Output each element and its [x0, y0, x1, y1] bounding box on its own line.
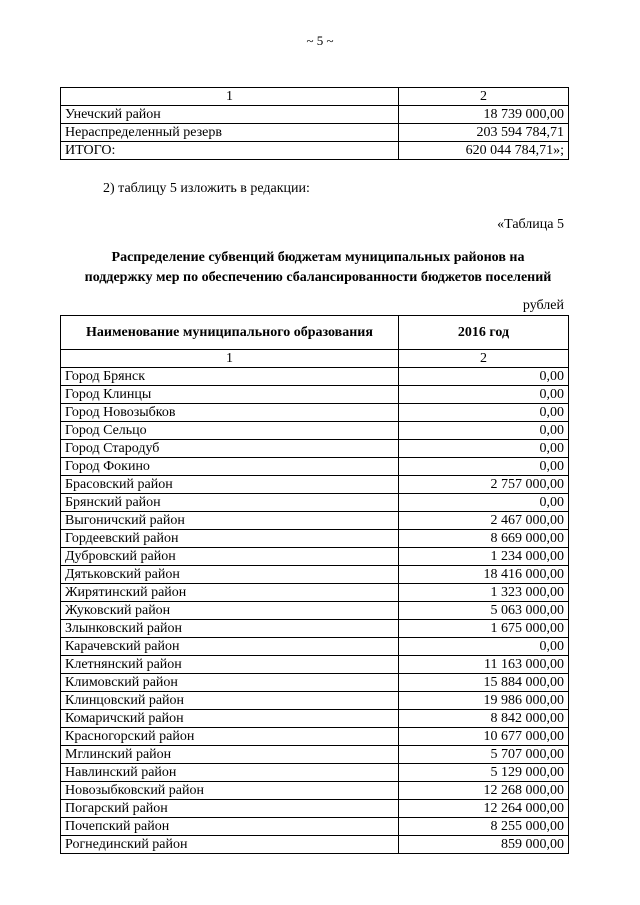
row-value: 0,00	[399, 404, 569, 422]
row-value: 2 757 000,00	[399, 476, 569, 494]
row-value: 12 264 000,00	[399, 800, 569, 818]
table-row	[61, 476, 569, 494]
table-header-row	[61, 88, 569, 106]
table-row	[61, 512, 569, 530]
row-name: Красногорский район	[61, 728, 399, 746]
table-row	[61, 386, 569, 404]
currency-unit: рублей	[522, 298, 564, 313]
row-name: Нераспределенный резерв	[61, 124, 399, 142]
table-row	[61, 422, 569, 440]
table-row	[61, 548, 569, 566]
row-name: Жирятинский район	[61, 584, 399, 602]
row-name: Мглинский район	[61, 746, 399, 764]
table-row	[61, 656, 569, 674]
row-name: Город Фокино	[61, 458, 399, 476]
row-name: Гордеевский район	[61, 530, 399, 548]
row-name: Жуковский район	[61, 602, 399, 620]
row-name: Комаричский район	[61, 710, 399, 728]
row-value: 0,00	[399, 638, 569, 656]
row-value: 18 416 000,00	[399, 566, 569, 584]
table-row	[61, 124, 569, 142]
row-value: 2 467 000,00	[399, 512, 569, 530]
row-name: Навлинский район	[61, 764, 399, 782]
table-row	[61, 764, 569, 782]
table-row	[61, 638, 569, 656]
table-row	[61, 368, 569, 386]
row-value: 5 063 000,00	[399, 602, 569, 620]
table-row	[61, 836, 569, 854]
row-value: 0,00	[399, 458, 569, 476]
column-number-1: 1	[61, 88, 399, 106]
row-name: Погарский район	[61, 800, 399, 818]
table-row	[61, 530, 569, 548]
row-value: 0,00	[399, 422, 569, 440]
table-row	[61, 106, 569, 124]
row-value: 0,00	[399, 368, 569, 386]
column-number-1: 1	[61, 350, 399, 368]
row-value: 5 707 000,00	[399, 746, 569, 764]
row-name: Город Стародуб	[61, 440, 399, 458]
row-name: Климовский район	[61, 674, 399, 692]
table-label: «Таблица 5	[497, 217, 564, 232]
row-value: 19 986 000,00	[399, 692, 569, 710]
table-row	[61, 566, 569, 584]
table-row	[61, 710, 569, 728]
table-row	[61, 458, 569, 476]
row-name: Брасовский район	[61, 476, 399, 494]
table-row	[61, 728, 569, 746]
row-name: Унечский район	[61, 106, 399, 124]
table-header-row	[61, 316, 569, 350]
column-number-2: 2	[399, 88, 569, 106]
row-value: 11 163 000,00	[399, 656, 569, 674]
row-value: 1 675 000,00	[399, 620, 569, 638]
row-value: 1 323 000,00	[399, 584, 569, 602]
column-number-2: 2	[399, 350, 569, 368]
table-row	[61, 818, 569, 836]
row-name: Город Брянск	[61, 368, 399, 386]
row-value: 8 669 000,00	[399, 530, 569, 548]
row-name: Город Новозыбков	[61, 404, 399, 422]
table-row	[61, 692, 569, 710]
row-value: 620 044 784,71»;	[399, 142, 569, 160]
table-row	[61, 142, 569, 160]
row-name: Выгоничский район	[61, 512, 399, 530]
table-row	[61, 782, 569, 800]
table-title-line-1: Распределение субвенций бюджетам муниципальных районов на	[111, 250, 525, 265]
row-value: 203 594 784,71	[399, 124, 569, 142]
table-row	[61, 674, 569, 692]
subvention-table	[60, 315, 569, 854]
row-value: 1 234 000,00	[399, 548, 569, 566]
row-name: Рогнединский район	[61, 836, 399, 854]
table-row	[61, 746, 569, 764]
row-name: Дятьковский район	[61, 566, 399, 584]
row-name: Брянский район	[61, 494, 399, 512]
table-row	[61, 584, 569, 602]
table-row	[61, 494, 569, 512]
row-name: Новозыбковский район	[61, 782, 399, 800]
continued-table	[60, 87, 569, 160]
row-value: 859 000,00	[399, 836, 569, 854]
row-value: 0,00	[399, 440, 569, 458]
table-row	[61, 404, 569, 422]
row-value: 8 842 000,00	[399, 710, 569, 728]
row-name: Злынковский район	[61, 620, 399, 638]
table-title-line-2: поддержку мер по обеспечению сбалансированности бюджетов поселений	[84, 270, 552, 285]
column-header-year: 2016 год	[399, 316, 569, 350]
row-name: Клетнянский район	[61, 656, 399, 674]
amendment-paragraph: 2) таблицу 5 изложить в редакции:	[103, 181, 310, 196]
row-value: 5 129 000,00	[399, 764, 569, 782]
row-value: 15 884 000,00	[399, 674, 569, 692]
column-header-municipality: Наименование муниципального образования	[61, 316, 399, 350]
row-name: Клинцовский район	[61, 692, 399, 710]
row-value: 12 268 000,00	[399, 782, 569, 800]
row-value: 10 677 000,00	[399, 728, 569, 746]
table-row	[61, 440, 569, 458]
column-number-row	[61, 350, 569, 368]
row-name: Почепский район	[61, 818, 399, 836]
row-name: Карачевский район	[61, 638, 399, 656]
row-value: 18 739 000,00	[399, 106, 569, 124]
table-row	[61, 800, 569, 818]
row-name: ИТОГО:	[61, 142, 399, 160]
page-number: ~ 5 ~	[306, 33, 334, 48]
table-row	[61, 602, 569, 620]
row-value: 8 255 000,00	[399, 818, 569, 836]
table-title	[50, 248, 586, 288]
row-value: 0,00	[399, 494, 569, 512]
row-name: Город Клинцы	[61, 386, 399, 404]
row-value: 0,00	[399, 386, 569, 404]
row-name: Город Сельцо	[61, 422, 399, 440]
table-row	[61, 620, 569, 638]
row-name: Дубровский район	[61, 548, 399, 566]
